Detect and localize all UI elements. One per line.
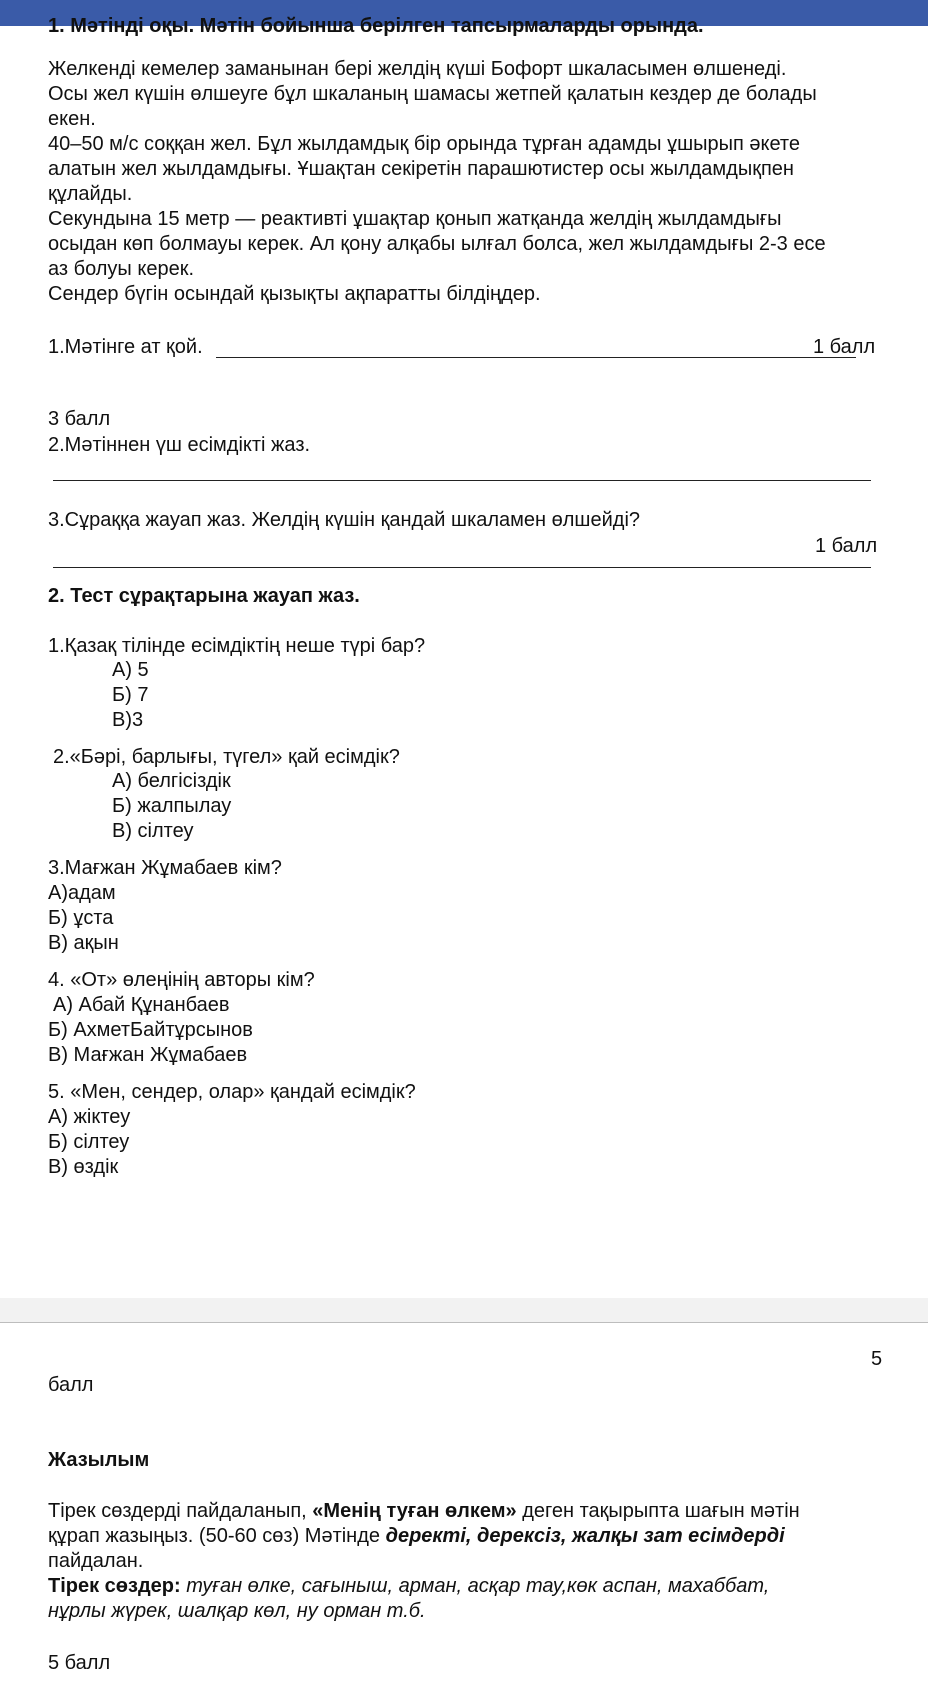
q1-answer-line[interactable]	[216, 357, 856, 358]
passage-line: Осы жел күшін өлшеуге бұл шкаланың шамасы жетпей қалатын кездер де болады	[48, 83, 817, 105]
writing-title: Жазылым	[48, 1449, 150, 1471]
passage-line: Желкенді кемелер заманынан бері желдің күші Бофорт шкаласымен өлшенеді.	[48, 58, 787, 80]
page2-score-number: 5	[871, 1348, 883, 1370]
task1-title: 1. Мәтінді оқы. Мәтін бойынша берілген тапсырмаларды орында.	[48, 15, 704, 37]
passage-line: екен.	[48, 108, 96, 130]
instr-text: Тірек сөздерді пайдаланып,	[48, 1500, 313, 1522]
passage-line: осыдан көп болмауы керек. Ал қону алқабы ылғал болса, жел жылдамдығы 2-3 есе	[48, 233, 826, 255]
q1-text: 1.Мәтінге ат қой.	[48, 336, 203, 358]
q2-score: 3 балл	[48, 408, 111, 430]
test-option: Б) ұста	[48, 907, 114, 929]
support-words-line1	[48, 1574, 769, 1599]
test-option: Б) АхметБайтұрсынов	[48, 1019, 253, 1041]
passage-line: Сендер бүгін осындай қызықты ақпаратты білдіңдер.	[48, 283, 541, 305]
instr-text: құрап жазыңыз. (50-60 сөз) Мәтінде	[48, 1525, 386, 1547]
test-option: А)адам	[48, 882, 116, 904]
test-option: А) жіктеу	[48, 1106, 131, 1128]
test-option: Б) 7	[112, 684, 149, 706]
page2-score-word: балл	[48, 1374, 94, 1396]
instr-text: деген тақырыпта шағын мәтін	[516, 1500, 800, 1522]
writing-instructions-line3: пайдалан.	[48, 1550, 144, 1572]
passage-line: алатын жел жылдамдығы. Ұшақтан секіретін парашютистер осы жылдамдықпен	[48, 158, 794, 180]
test-option: В) өздік	[48, 1156, 119, 1178]
test-option: В) ақын	[48, 932, 119, 954]
test-question: 1.Қазақ тілінде есімдіктің неше түрі бар?	[48, 635, 426, 657]
test-option: Б) жалпылау	[112, 795, 232, 817]
test-option: А) 5	[112, 659, 149, 681]
passage-line: 40–50 м/с соққан жел. Бұл жылдамдық бір орында тұрған адамды ұшырып әкете	[48, 133, 800, 155]
q3-answer-line[interactable]	[53, 567, 871, 568]
support-words: туған өлке, сағыныш, арман, асқар тау,көк аспан, махаббат,	[180, 1575, 770, 1597]
passage-line: аз болуы керек.	[48, 258, 195, 280]
page-divider-bottom	[0, 1322, 928, 1323]
support-label: Тірек сөздер:	[48, 1575, 181, 1597]
test-title: 2. Тест сұрақтарына жауап жаз.	[48, 585, 360, 607]
passage-line: құлайды.	[48, 183, 133, 205]
instr-emphasis: деректі, дерексіз, жалқы зат есімдерді	[385, 1525, 785, 1547]
q2-answer-line[interactable]	[53, 480, 871, 481]
test-option: Б) сілтеу	[48, 1131, 130, 1153]
test-option: В)3	[112, 709, 144, 731]
passage-line: Секундына 15 метр — реактивті ұшақтар қонып жатқанда желдің жылдамдығы	[48, 208, 782, 230]
test-option: В) Мағжан Жұмабаев	[48, 1044, 248, 1066]
final-score: 5 балл	[48, 1652, 111, 1674]
q2-text: 2.Мәтіннен үш есімдікті жаз.	[48, 434, 311, 456]
q3-score: 1 балл	[815, 535, 878, 557]
test-option: В) сілтеу	[112, 820, 194, 842]
writing-instructions-line2	[48, 1524, 785, 1549]
test-question: 5. «Мен, сендер, олар» қандай есімдік?	[48, 1081, 416, 1103]
instr-topic: «Менің туған өлкем»	[312, 1500, 517, 1522]
test-question: 2.«Бәрі, барлығы, түгел» қай есімдік?	[53, 746, 400, 768]
test-option: А) белгісіздік	[112, 770, 231, 792]
support-words-line2: нұрлы жүрек, шалқар көл, ну орман т.б.	[48, 1600, 426, 1622]
q1-score: 1 балл	[813, 336, 876, 358]
test-question: 3.Мағжан Жұмабаев кім?	[48, 857, 282, 879]
page-gap	[0, 1298, 928, 1322]
writing-instructions-line1	[48, 1499, 800, 1524]
test-question: 4. «От» өлеңінің авторы кім?	[48, 969, 315, 991]
q3-text: 3.Сұраққа жауап жаз. Желдің күшін қандай шкаламен өлшейді?	[48, 509, 641, 531]
test-option: А) Абай Құнанбаев	[53, 994, 230, 1016]
